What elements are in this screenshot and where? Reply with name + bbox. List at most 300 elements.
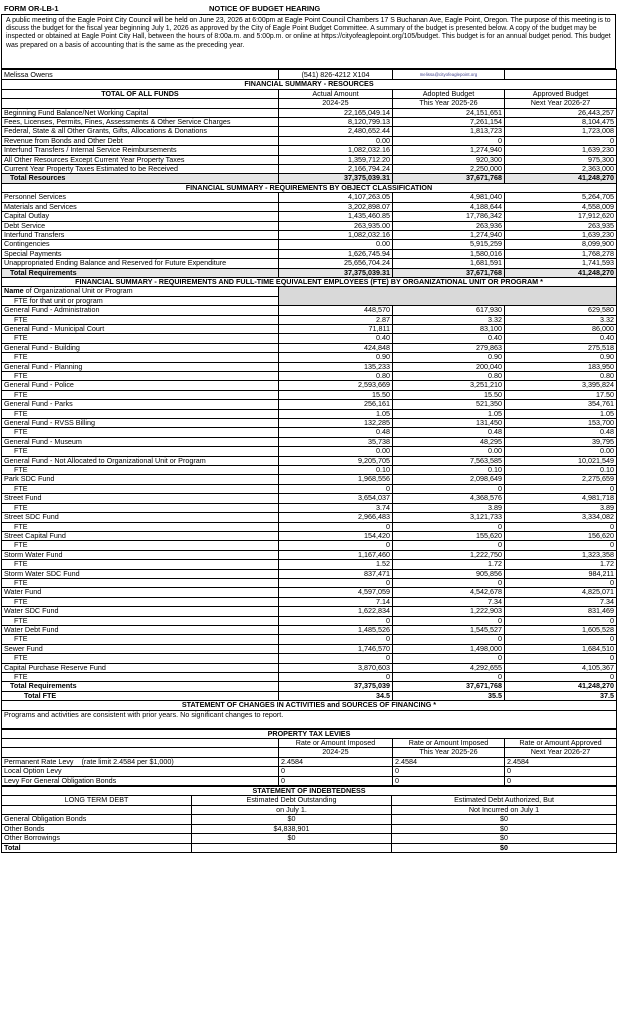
row-label: General Fund - Planning [2,362,279,371]
row-value: 8,099,900 [505,240,617,249]
row-value: 1,626,745.94 [279,249,393,258]
resource-row [2,118,617,127]
row-value: 905,856 [393,569,505,578]
row-value: 0 [505,673,617,682]
row-label: General Fund - Museum [2,437,279,446]
row-value: 2,966,483 [279,513,393,522]
row-value: 3.74 [279,503,393,512]
row-value: 0 [279,635,393,644]
row-value: 0.90 [505,353,617,362]
row-value: 0 [505,136,617,145]
row-value: 3,334,082 [505,513,617,522]
row-label: Unappropriated Ending Balance and Reserved for Future Expenditure [2,259,279,268]
debt-title: STATEMENT OF INDEBTEDNESS [2,787,617,796]
row-value: 4,558,009 [505,202,617,211]
row-value: 1,082,032.16 [279,230,393,239]
row-value: 15.50 [279,390,393,399]
row-value: 0.00 [505,447,617,456]
unit-row [2,324,617,333]
indebtedness-table [1,786,617,853]
row-value: $0 [192,834,392,843]
row-value: 26,443,257 [505,108,617,117]
row-value: 4,981,040 [393,193,505,202]
unit-fte-row [2,353,617,362]
row-label: Street SDC Fund [2,513,279,522]
row-label: FTE [2,522,279,531]
row-value: 1,813,723 [393,127,505,136]
row-value: 0 [393,541,505,550]
row-value: 0.10 [279,466,393,475]
row-label: Water SDC Fund [2,607,279,616]
row-value: 154,420 [279,531,393,540]
row-label: Current Year Property Taxes Estimated to be Received [2,165,279,174]
unit-fte-row [2,484,617,493]
unit-row [2,644,617,653]
row-value: 0.48 [279,428,393,437]
row-label: Beginning Fund Balance/Net Working Capital [2,108,279,117]
row-value: 1,359,712.20 [279,155,393,164]
unit-row [2,550,617,559]
requirement-row [2,249,617,258]
row-label: FTE [2,447,279,456]
resource-row [2,165,617,174]
units-fte-label: FTE for that unit or program [2,296,279,305]
row-value: 4,292,655 [393,663,505,672]
row-value: 1,222,903 [393,607,505,616]
row-value: 0.00 [393,447,505,456]
row-value: 5,264,705 [505,193,617,202]
row-value: 4,597,059 [279,588,393,597]
row-value: 0 [393,635,505,644]
row-value: 1.72 [505,560,617,569]
total-requirements-row: Total Requirements 37,375,039.31 37,671,768 41,248,270 [2,268,617,277]
col-approved-label: Approved Budget [505,89,617,98]
row-label: Revenue from Bonds and Other Debt [2,136,279,145]
requirement-row [2,259,617,268]
row-value: 2,275,659 [505,475,617,484]
row-label: General Fund - Municipal Court [2,324,279,333]
tax-col2-label: Rate or Amount Imposed [393,739,505,748]
row-value: 3,870,603 [279,663,393,672]
unit-row [2,513,617,522]
row-value: 629,580 [505,306,617,315]
row-value: 3.32 [505,315,617,324]
row-value: 0.00 [279,136,393,145]
units-name-label: Name of Organizational Unit or Program [2,287,279,296]
all-funds-label: TOTAL OF ALL FUNDS [2,89,279,98]
contact-row [2,70,617,80]
changes-text: Programs and activities are consistent with prior years. No significant changes to report. [2,710,617,728]
row-value: 3.89 [505,503,617,512]
row-value: 1,274,940 [393,230,505,239]
row-label: Personnel Services [2,193,279,202]
row-label: FTE [2,616,279,625]
row-value: 4,105,367 [505,663,617,672]
row-value: 1.72 [393,560,505,569]
row-value: 1,580,016 [393,249,505,258]
row-value: 1,968,556 [279,475,393,484]
row-label: General Obligation Bonds [2,815,192,824]
resources-table [1,69,617,729]
row-value: 24,151,651 [393,108,505,117]
row-label: Sewer Fund [2,644,279,653]
row-value: 2,098,649 [393,475,505,484]
row-value: 263,935 [505,221,617,230]
row-label: FTE [2,334,279,343]
debt-row [2,815,617,824]
row-value: 17,912,620 [505,212,617,221]
row-value: 153,700 [505,419,617,428]
row-value: 0 [279,673,393,682]
row-value: 17.50 [505,390,617,399]
unit-fte-row [2,315,617,324]
row-value: 39,795 [505,437,617,446]
row-label: General Fund - Not Allocated to Organizational Unit or Program [2,456,279,465]
row-value: 10,021,549 [505,456,617,465]
permanent-rate-row: Permanent Rate Levy (rate limit 2.4584 per $1,000) 2.4584 2.4584 2.4584 [2,757,617,766]
row-value: 4,981,718 [505,494,617,503]
row-value: 1,323,358 [505,550,617,559]
unit-fte-row [2,635,617,644]
form-number: FORM OR-LB-1 [4,3,59,13]
row-value: 4,825,071 [505,588,617,597]
row-value: 3,202,898.07 [279,202,393,211]
row-value: 2,480,652.44 [279,127,393,136]
row-value: $0 [192,815,392,824]
unit-fte-row [2,560,617,569]
requirement-row [2,212,617,221]
row-value: 3,251,210 [393,381,505,390]
row-label: Special Payments [2,249,279,258]
row-value: 183,950 [505,362,617,371]
row-label: FTE [2,390,279,399]
row-value: 0 [393,578,505,587]
row-value: 0 [393,654,505,663]
row-value: 0.48 [505,428,617,437]
row-value: 0 [393,484,505,493]
row-value: 0 [393,673,505,682]
row-label: FTE [2,484,279,493]
row-label: General Fund - Administration [2,306,279,315]
resource-row [2,127,617,136]
row-value [192,843,392,852]
row-value: 0.00 [279,447,393,456]
row-value: 1,167,460 [279,550,393,559]
debt-col1-sub: on July 1. [192,805,392,814]
contact-email[interactable]: melissa@cityofeaglepoint.org [393,70,505,80]
unit-row [2,607,617,616]
row-label: Interfund Transfers / Internal Service Reimbursements [2,146,279,155]
debt-col2-sub: Not Incurred on July 1 [392,805,617,814]
row-value: 831,469 [505,607,617,616]
row-value: 2.87 [279,315,393,324]
unit-row [2,343,617,352]
row-value: 9,205,705 [279,456,393,465]
row-label: Total [2,843,192,852]
row-value: 0.40 [279,334,393,343]
row-value: 1.05 [279,409,393,418]
local-option-row: Local Option Levy 0 0 0 [2,767,617,776]
unit-row [2,494,617,503]
row-value: 83,100 [393,324,505,333]
row-value: 0.80 [393,372,505,381]
go-bonds-levy-row: Levy For General Obligation Bonds 0 0 0 [2,776,617,785]
tax-col3-year: Next Year 2026-27 [505,748,617,757]
row-value: 837,471 [279,569,393,578]
debt-row [2,834,617,843]
row-value: 920,300 [393,155,505,164]
row-value: 279,863 [393,343,505,352]
row-value: 0 [505,635,617,644]
row-value: 0 [505,541,617,550]
row-value: 5,915,259 [393,240,505,249]
unit-fte-row [2,673,617,682]
unit-fte-row [2,597,617,606]
row-value: 1,746,570 [279,644,393,653]
row-value: 0.40 [505,334,617,343]
row-value: 975,300 [505,155,617,164]
row-value: 0 [279,578,393,587]
form-title: NOTICE OF BUDGET HEARING [209,3,321,13]
row-value: 25,656,704.24 [279,259,393,268]
row-value: 0 [279,616,393,625]
row-label: Street Fund [2,494,279,503]
row-value: $0 [392,834,617,843]
row-value: 22,165,049.14 [279,108,393,117]
row-label: FTE [2,428,279,437]
row-label: FTE [2,466,279,475]
row-value: 0 [505,616,617,625]
row-label: Water Debt Fund [2,625,279,634]
row-value: 617,930 [393,306,505,315]
row-value: 263,935.00 [279,221,393,230]
row-label: Park SDC Fund [2,475,279,484]
row-label: FTE [2,635,279,644]
unit-row [2,362,617,371]
row-label: General Fund - Parks [2,400,279,409]
row-value: 0.10 [393,466,505,475]
row-label: Debt Service [2,221,279,230]
row-value: 275,518 [505,343,617,352]
col-actual-year: 2024-25 [279,99,393,108]
row-label: FTE [2,315,279,324]
row-value: 1,768,278 [505,249,617,258]
row-value: 155,620 [393,531,505,540]
row-value: 0 [279,654,393,663]
unit-fte-row [2,503,617,512]
row-value: 71,811 [279,324,393,333]
row-value: 1,639,230 [505,146,617,155]
tax-title: PROPERTY TAX LEVIES [2,729,617,738]
unit-fte-row [2,447,617,456]
col-adopted-label: Adopted Budget [393,89,505,98]
row-value: 1,274,940 [393,146,505,155]
debt-row [2,843,617,852]
row-label: Fees, Licenses, Permits, Fines, Assessments & Other Service Charges [2,118,279,127]
unit-row [2,381,617,390]
row-value: 3,654,037 [279,494,393,503]
row-label: FTE [2,654,279,663]
row-value: 424,848 [279,343,393,352]
unit-row [2,663,617,672]
unit-row [2,588,617,597]
row-label: FTE [2,372,279,381]
contact-phone: (541) 826-4212 X104 [279,70,393,80]
requirement-row [2,240,617,249]
row-value: 0.48 [393,428,505,437]
row-value: 3,121,733 [393,513,505,522]
row-value: 1,741,593 [505,259,617,268]
unit-row [2,400,617,409]
resource-row [2,146,617,155]
row-value: 1,082,032.16 [279,146,393,155]
row-label: FTE [2,409,279,418]
requirement-row [2,230,617,239]
row-value: 0 [393,522,505,531]
row-value: 2,363,000 [505,165,617,174]
row-value: 200,040 [393,362,505,371]
row-value: 2,166,794.24 [279,165,393,174]
row-value: 0 [393,136,505,145]
row-value: 8,104,475 [505,118,617,127]
row-value: 86,000 [505,324,617,333]
row-value: 263,936 [393,221,505,230]
resources-title: FINANCIAL SUMMARY - RESOURCES [2,80,617,89]
row-value: 1.05 [393,409,505,418]
unit-fte-row [2,578,617,587]
row-value: 3.89 [393,503,505,512]
row-value: 7,261,154 [393,118,505,127]
row-value: 156,620 [505,531,617,540]
unit-row [2,306,617,315]
row-value: 0 [505,522,617,531]
col-approved-year: Next Year 2026-27 [505,99,617,108]
row-value: 1,605,528 [505,625,617,634]
row-value: 0 [279,522,393,531]
row-value: 35,738 [279,437,393,446]
requirement-row [2,193,617,202]
row-value: 0.90 [279,353,393,362]
resource-row [2,155,617,164]
row-value: 1,723,008 [505,127,617,136]
row-value: 448,570 [279,306,393,315]
row-label: FTE [2,578,279,587]
row-value: 984,211 [505,569,617,578]
row-value: 0.90 [393,353,505,362]
row-value: 0 [393,616,505,625]
total-resources-row: Total Resources 37,375,039.31 37,671,768 41,248,270 [2,174,617,183]
row-value: 15.50 [393,390,505,399]
row-value: 1,222,750 [393,550,505,559]
unit-fte-row [2,616,617,625]
row-label: Federal, State & all Other Grants, Gifts, Allocations & Donations [2,127,279,136]
row-value: 354,761 [505,400,617,409]
row-value: 0.80 [505,372,617,381]
requirement-row [2,202,617,211]
row-label: Street Capital Fund [2,531,279,540]
requirements-title: FINANCIAL SUMMARY - REQUIREMENTS BY OBJECT CLASSIFICATION [2,183,617,192]
unit-row [2,456,617,465]
row-value: 131,450 [393,419,505,428]
col-adopted-year: This Year 2025-26 [393,99,505,108]
row-value: 0 [279,541,393,550]
row-value: 1,622,834 [279,607,393,616]
row-label: FTE [2,597,279,606]
row-value: 0 [505,654,617,663]
row-value: 48,295 [393,437,505,446]
row-label: Capital Outlay [2,212,279,221]
row-value: 4,188,644 [393,202,505,211]
row-label: FTE [2,541,279,550]
row-label: FTE [2,353,279,362]
row-value: 2,250,000 [393,165,505,174]
unit-fte-row [2,334,617,343]
row-label: Storm Water Fund [2,550,279,559]
row-value: 1.05 [505,409,617,418]
row-value: $0 [392,843,617,852]
row-value: 1,435,460.85 [279,212,393,221]
tax-col1-label: Rate or Amount Imposed [279,739,393,748]
row-value: 1,498,000 [393,644,505,653]
unit-fte-row [2,428,617,437]
unit-row [2,437,617,446]
row-label: FTE [2,503,279,512]
form-header [1,2,616,14]
unit-fte-row [2,372,617,381]
row-value: $0 [392,815,617,824]
row-label: FTE [2,560,279,569]
row-value: 7.34 [393,597,505,606]
unit-row [2,419,617,428]
row-label: All Other Resources Except Current Year Property Taxes [2,155,279,164]
contact-name: Melissa Owens [2,70,279,80]
row-label: Storm Water SDC Fund [2,569,279,578]
row-value: $0 [392,824,617,833]
unit-fte-row [2,466,617,475]
unit-fte-row [2,390,617,399]
row-label: Interfund Transfers [2,230,279,239]
row-value: $4,838,901 [192,824,392,833]
resource-row [2,108,617,117]
tax-col1-year: 2024-25 [279,748,393,757]
row-value: 0.00 [279,240,393,249]
row-value: 3,395,824 [505,381,617,390]
row-value: 2,593,669 [279,381,393,390]
units-total-requirements-row: Total Requirements 37,375,039 37,671,768 41,248,270 [2,682,617,691]
col-actual-label: Actual Amount [279,89,393,98]
row-label: FTE [2,673,279,682]
row-value: 0 [505,578,617,587]
row-value: 0 [279,484,393,493]
row-value: 0 [505,484,617,493]
row-value: 1,684,510 [505,644,617,653]
row-value: 0.40 [393,334,505,343]
row-value: 3.32 [393,315,505,324]
row-value: 135,233 [279,362,393,371]
row-value: 1,639,230 [505,230,617,239]
unit-fte-row [2,522,617,531]
unit-row [2,531,617,540]
unit-fte-row [2,654,617,663]
row-value: 8,120,799.13 [279,118,393,127]
row-value: 4,107,263.05 [279,193,393,202]
row-value: 1,545,527 [393,625,505,634]
row-label: Capital Purchase Reserve Fund [2,663,279,672]
unit-fte-row [2,409,617,418]
unit-row [2,475,617,484]
row-label: Other Bonds [2,824,192,833]
unit-fte-row [2,541,617,550]
